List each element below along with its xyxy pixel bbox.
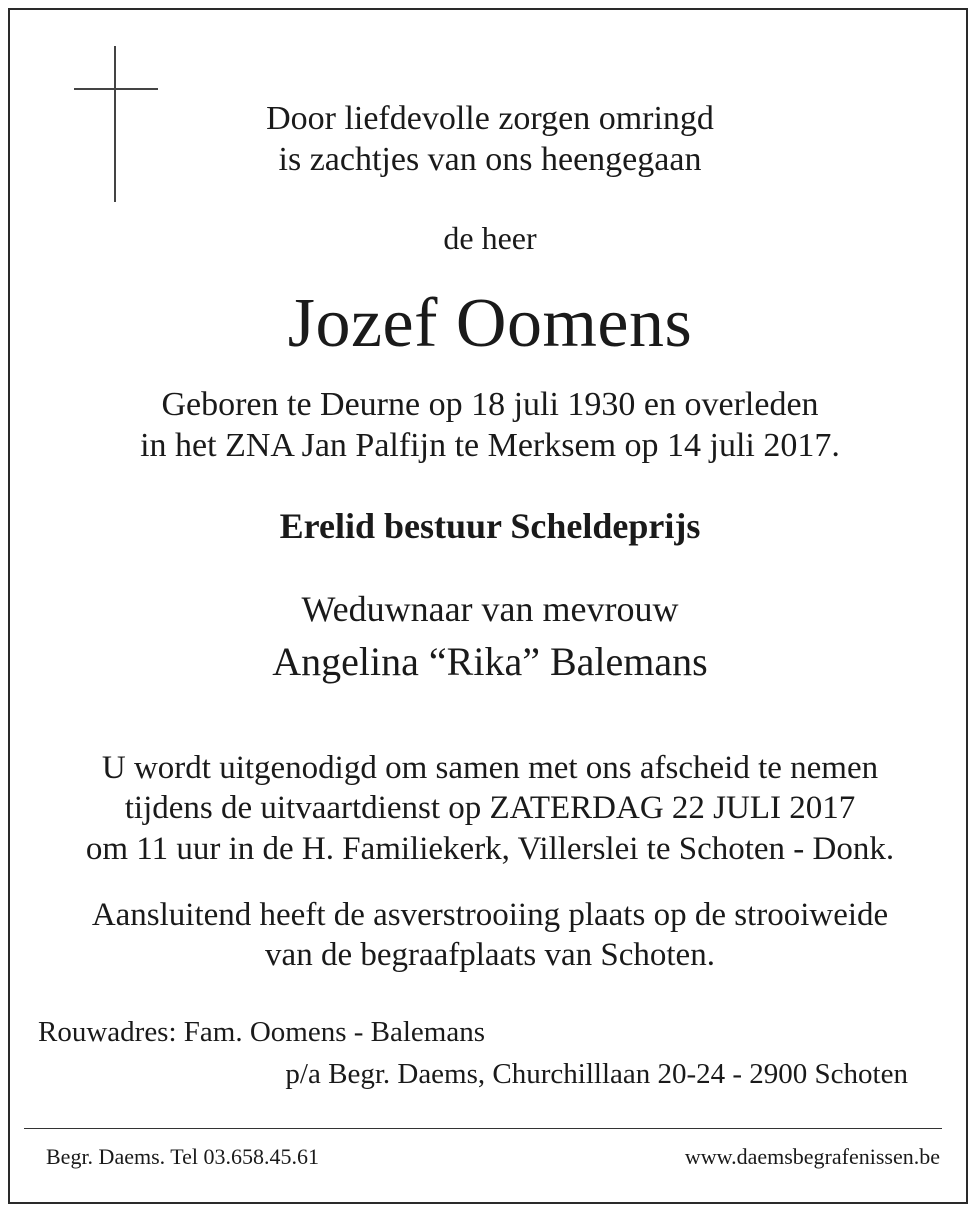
honorary-title: Erelid bestuur Scheldeprijs bbox=[279, 506, 701, 546]
birth-death-line-2: in het ZNA Jan Palfijn te Merksem op 14 juli 2017. bbox=[140, 427, 840, 464]
invitation-line-3: om 11 uur in de H. Familiekerk, Villerslei te Schoten - Donk. bbox=[85, 831, 895, 867]
intro-line-2: is zachtjes van ons heengegaan bbox=[278, 141, 702, 178]
funeral-home-phone: Begr. Daems. Tel 03.658.45.61 bbox=[46, 1144, 320, 1169]
birth-death-line-1: Geboren te Deurne op 18 juli 1930 en overleden bbox=[161, 386, 819, 423]
afterwards-line-2: van de begraafplaats van Schoten. bbox=[265, 937, 715, 973]
widower-line: Weduwnaar van mevrouw bbox=[301, 589, 679, 629]
invitation-line-2: tijdens de uitvaartdienst op ZATERDAG 22 JULI 2017 bbox=[124, 790, 856, 826]
deceased-name: Jozef Oomens bbox=[287, 285, 693, 362]
invitation-line-1: U wordt uitgenodigd om samen met ons afscheid te nemen bbox=[101, 750, 879, 786]
funeral-home-website: www.daemsbegrafenissen.be bbox=[684, 1144, 940, 1169]
intro-line-1: Door liefdevolle zorgen omringd bbox=[266, 100, 714, 137]
afterwards-line-1: Aansluitend heeft de asverstrooiing plaats op de strooiweide bbox=[91, 897, 889, 933]
title-prefix: de heer bbox=[443, 220, 537, 256]
mourning-address: p/a Begr. Daems, Churchilllaan 20-24 - 2900 Schoten bbox=[285, 1058, 908, 1090]
spouse-name: Angelina “Rika” Balemans bbox=[272, 639, 708, 684]
footer-divider bbox=[24, 1128, 942, 1129]
mourning-address-label: Rouwadres: Fam. Oomens - Balemans bbox=[38, 1016, 486, 1048]
